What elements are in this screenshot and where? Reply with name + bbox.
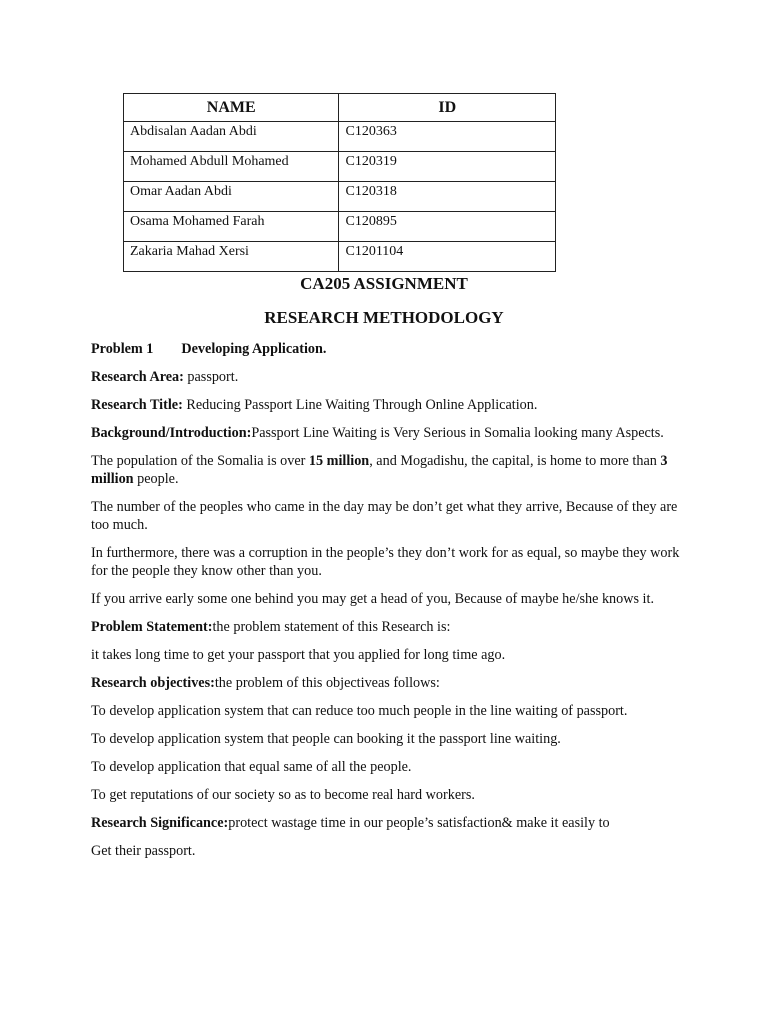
table-row — [124, 122, 556, 152]
background-label: Background/Introduction: — [91, 425, 252, 441]
significance-paragraph — [91, 814, 687, 832]
table-row — [124, 212, 556, 242]
background-text: Passport Line Waiting is Very Serious in Somalia looking many Aspects. — [251, 425, 664, 441]
population-text-2: , and Mogadishu, the capital, is home to more than — [369, 453, 661, 469]
member-id: C120363 — [339, 122, 556, 152]
member-id: C120895 — [339, 212, 556, 242]
research-title-paragraph — [91, 396, 687, 414]
problem-statement-paragraph — [91, 618, 687, 636]
name-column-header: NAME — [124, 94, 339, 122]
objectives-text: the problem of this objectiveas follows: — [214, 675, 440, 691]
objective-item: To develop application that equal same of all the people. — [91, 759, 412, 775]
significance-label: Research Significance: — [91, 815, 229, 831]
capital-population-figure: 3 million — [91, 453, 668, 487]
population-text-1: The population of the Somalia is over — [91, 453, 309, 469]
table-header-row — [124, 94, 556, 122]
problem-title: Developing Application. — [181, 341, 327, 357]
research-title-text: Reducing Passport Line Waiting Through Online Application. — [182, 397, 538, 413]
member-id: C120319 — [339, 152, 556, 182]
corruption-paragraph: In furthermore, there was a corruption in the people’s they don’t work for as equal, so maybe they work for the people they know other than you. — [91, 545, 680, 579]
table-row — [124, 182, 556, 212]
problem-statement-detail: it takes long time to get your passport that you applied for long time ago. — [91, 647, 506, 663]
table-row — [124, 152, 556, 182]
member-name: Abdisalan Aadan Abdi — [124, 122, 339, 152]
members-table — [123, 93, 556, 272]
problem-heading — [91, 340, 687, 358]
population-text-3: people. — [133, 471, 179, 487]
objectives-label: Research objectives: — [91, 675, 215, 691]
number-of-people-paragraph: The number of the peoples who came in the day may be don’t get what they arrive, Because of they are too much. — [91, 499, 678, 533]
member-name: Zakaria Mahad Xersi — [124, 242, 339, 272]
population-figure: 15 million — [308, 453, 370, 469]
table-row — [124, 242, 556, 272]
problem-statement-text: the problem statement of this Research is: — [212, 619, 451, 635]
research-area-label: Research Area: — [91, 369, 184, 385]
member-name: Osama Mohamed Farah — [124, 212, 339, 242]
document-body — [91, 340, 687, 870]
population-paragraph — [91, 452, 687, 488]
arrive-early-paragraph: If you arrive early some one behind you may get a head of you, Because of maybe he/she knows it. — [91, 591, 654, 607]
research-title-label: Research Title: — [91, 397, 183, 413]
research-area-text: passport. — [183, 369, 239, 385]
member-id: C1201104 — [339, 242, 556, 272]
objective-item: To get reputations of our society so as to become real hard workers. — [91, 787, 475, 803]
objective-item: To develop application system that people can booking it the passport line waiting. — [91, 731, 561, 747]
course-title: RESEARCH METHODOLOGY — [264, 308, 504, 327]
id-column-header: ID — [339, 94, 556, 122]
member-name: Omar Aadan Abdi — [124, 182, 339, 212]
significance-continuation: Get their passport. — [91, 843, 196, 859]
assignment-title: CA205 ASSIGNMENT — [300, 274, 468, 293]
background-paragraph — [91, 424, 687, 442]
member-id: C120318 — [339, 182, 556, 212]
research-area-paragraph — [91, 368, 687, 386]
objective-item: To develop application system that can reduce too much people in the line waiting of passport. — [91, 703, 628, 719]
objectives-paragraph — [91, 674, 687, 692]
member-name: Mohamed Abdull Mohamed — [124, 152, 339, 182]
problem-statement-label: Problem Statement: — [91, 619, 213, 635]
problem-label: Problem 1 — [91, 341, 154, 357]
significance-text: protect wastage time in our people’s satisfaction& make it easily to — [228, 815, 610, 831]
